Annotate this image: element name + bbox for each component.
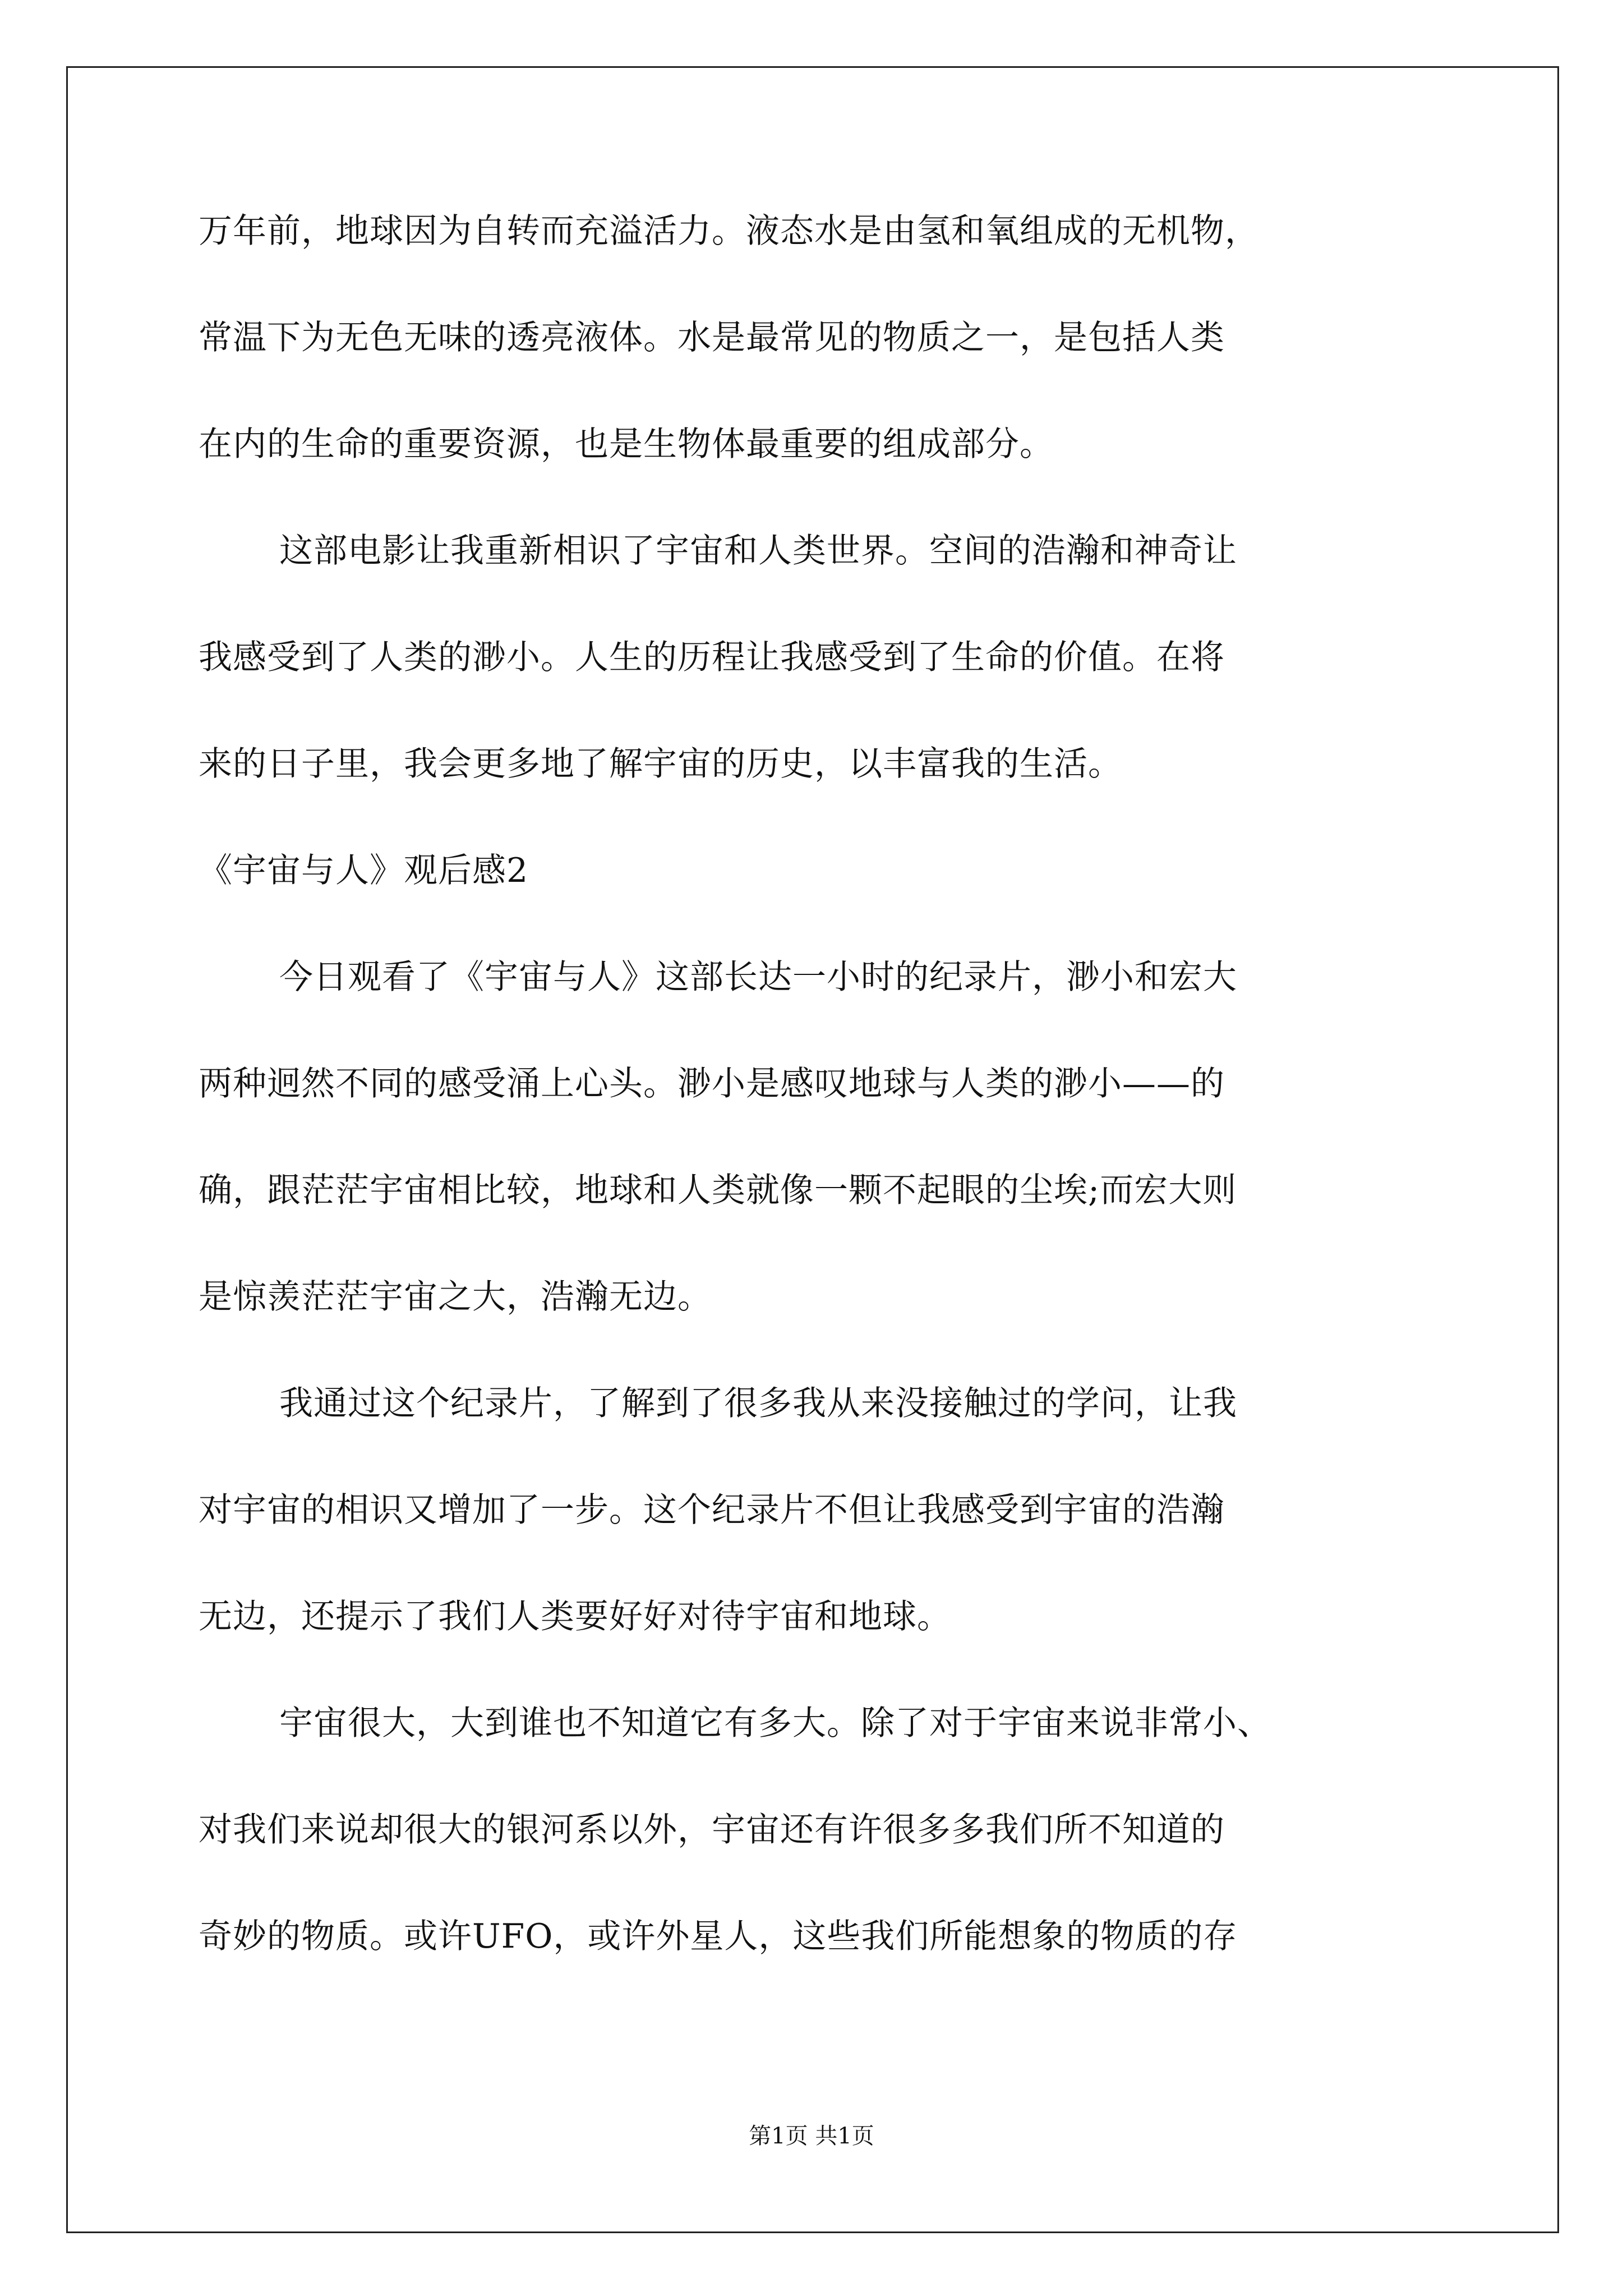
paragraph-first-line: 我通过这个纪录片，了解到了很多我从来没接触过的学问，让我 [279, 1384, 1237, 1423]
document-body [199, 211, 1450, 2026]
paragraph-first-line: 宇宙很大，大到谁也不知道它有多大。除了对于宇宙来说非常小、 [279, 1704, 1271, 1743]
text-line: 确，跟茫茫宇宙相比较，地球和人类就像一颗不起眼的尘埃;而宏大则 [199, 1171, 1237, 1210]
page-number-footer: 第1页 共1页 [749, 2123, 874, 2149]
text-line: 对宇宙的相识又增加了一步。这个纪录片不但让我感受到宇宙的浩瀚 [199, 1490, 1225, 1530]
text-line: 奇妙的物质。或许UFO，或许外星人，这些我们所能想象的物质的存 [199, 1917, 1238, 1956]
text-line: 无边，还提示了我们人类要好好对待宇宙和地球。 [199, 1597, 951, 1636]
text-line: 我感受到了人类的渺小。人生的历程让我感受到了生命的价值。在将 [199, 638, 1225, 677]
paragraph-first-line: 这部电影让我重新相识了宇宙和人类世界。空间的浩瀚和神奇让 [279, 531, 1237, 570]
text-line: 对我们来说却很大的银河系以外，宇宙还有许很多多我们所不知道的 [199, 1810, 1225, 1849]
section-heading: 《宇宙与人》观后感2 [199, 851, 529, 890]
text-line: 两种迥然不同的感受涌上心头。渺小是感叹地球与人类的渺小——的 [199, 1064, 1225, 1103]
paragraph-first-line: 今日观看了《宇宙与人》这部长达一小时的纪录片，渺小和宏大 [279, 958, 1237, 997]
text-line: 常温下为无色无味的透亮液体。水是最常见的物质之一，是包括人类 [199, 318, 1225, 357]
text-line: 万年前，地球因为自转而充溢活力。液态水是由氢和氧组成的无机物， [199, 211, 1259, 251]
text-line: 来的日子里，我会更多地了解宇宙的历史，以丰富我的生活。 [199, 744, 1122, 784]
text-line: 在内的生命的重要资源，也是生物体最重要的组成部分。 [199, 425, 1054, 464]
text-line: 是惊羡茫茫宇宙之大，浩瀚无边。 [199, 1277, 712, 1317]
